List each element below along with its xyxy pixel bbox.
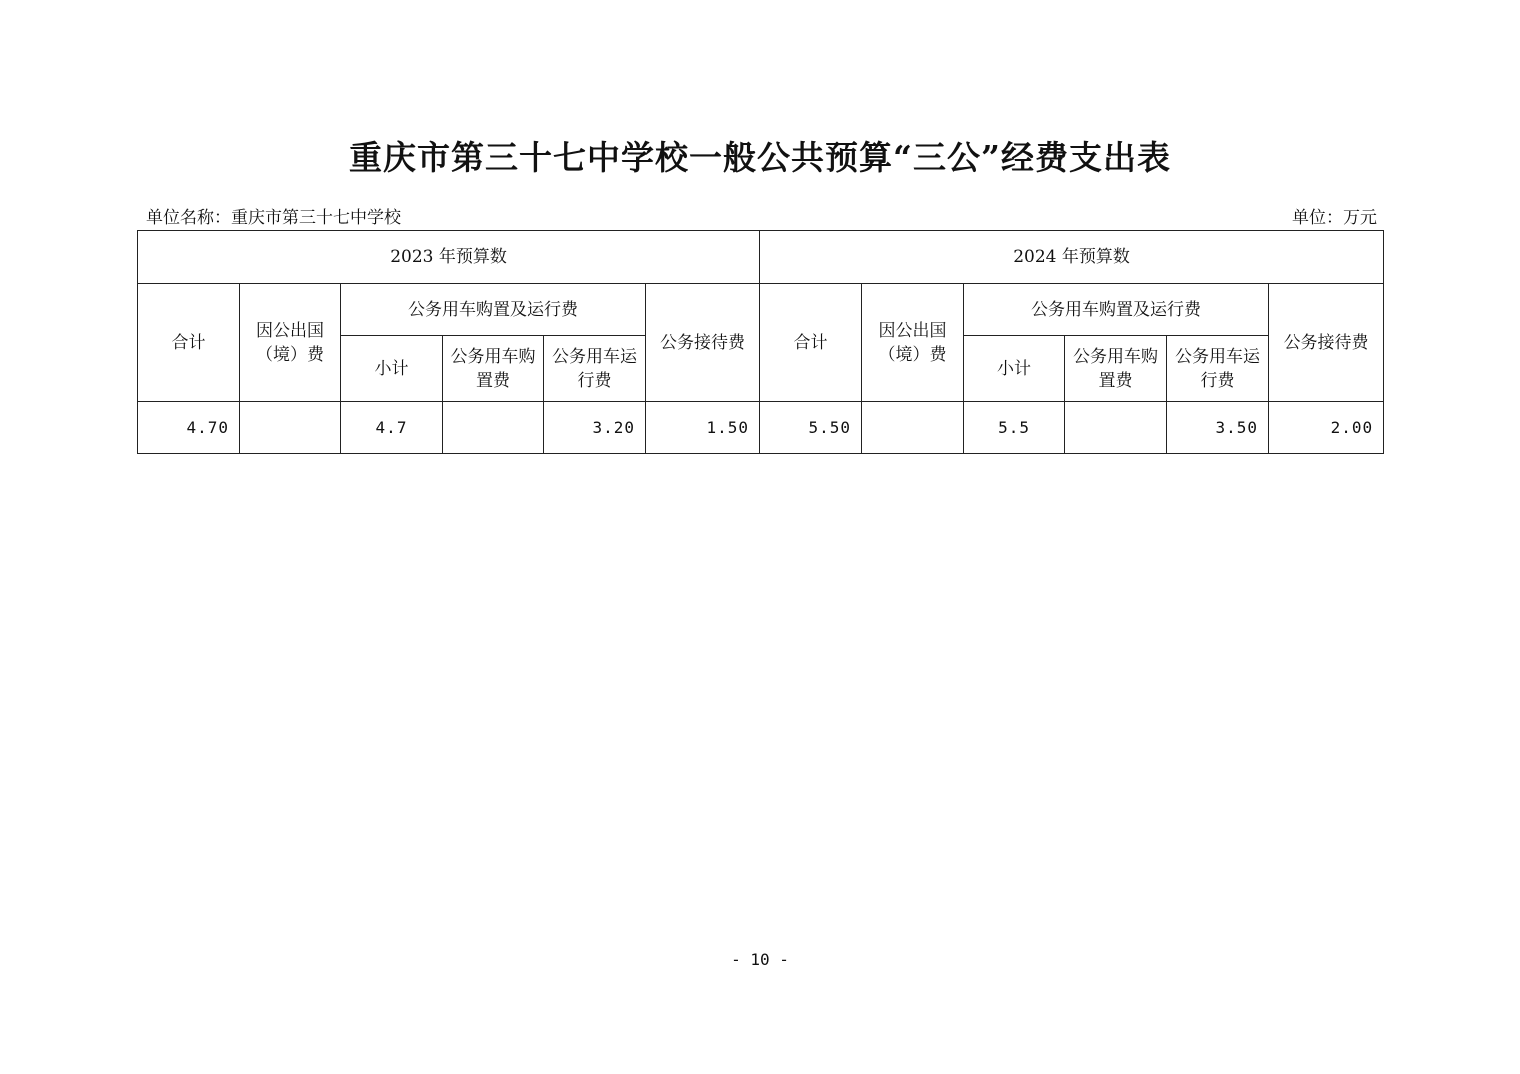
cell-subtotal-2023: 4.7 xyxy=(341,402,443,454)
budget-table xyxy=(137,230,1384,454)
cell-reception-2024: 2.00 xyxy=(1269,402,1384,454)
year-header-2023: 2023 年预算数 xyxy=(138,231,760,284)
header-vehicle-group-2023: 公务用车购置及运行费 xyxy=(341,284,646,336)
header-vehicle-purchase-2023: 公务用车购置费 xyxy=(443,336,544,402)
cell-total-2024: 5.50 xyxy=(760,402,862,454)
page-number: - 10 - xyxy=(731,950,789,969)
header-total-2024: 合计 xyxy=(760,284,862,402)
header-reception-2023: 公务接待费 xyxy=(646,284,760,402)
cell-vehicle-purchase-2023 xyxy=(443,402,544,454)
year-header-row xyxy=(138,231,1384,284)
header-vehicle-operation-2023: 公务用车运行费 xyxy=(544,336,646,402)
header-abroad-2024: 因公出国（境）费 xyxy=(862,284,964,402)
cell-abroad-2024 xyxy=(862,402,964,454)
unit-name-label: 单位名称：重庆市第三十七中学校 xyxy=(146,208,401,228)
cell-vehicle-operation-2023: 3.20 xyxy=(544,402,646,454)
cell-subtotal-2024: 5.5 xyxy=(964,402,1065,454)
table-row xyxy=(138,402,1384,454)
header-vehicle-purchase-2024: 公务用车购置费 xyxy=(1065,336,1167,402)
header-abroad-2023: 因公出国（境）费 xyxy=(240,284,341,402)
year-header-2024: 2024 年预算数 xyxy=(760,231,1384,284)
cell-total-2023: 4.70 xyxy=(138,402,240,454)
cell-reception-2023: 1.50 xyxy=(646,402,760,454)
header-subtotal-2023: 小计 xyxy=(341,336,443,402)
document-title: 重庆市第三十七中学校一般公共预算“三公”经费支出表 xyxy=(349,138,1171,177)
cell-vehicle-operation-2024: 3.50 xyxy=(1167,402,1269,454)
header-total-2023: 合计 xyxy=(138,284,240,402)
cell-vehicle-purchase-2024 xyxy=(1065,402,1167,454)
header-vehicle-group-2024: 公务用车购置及运行费 xyxy=(964,284,1269,336)
cell-abroad-2023 xyxy=(240,402,341,454)
column-header-row xyxy=(138,284,1384,336)
unit-label: 单位：万元 xyxy=(1292,208,1377,228)
header-vehicle-operation-2024: 公务用车运行费 xyxy=(1167,336,1269,402)
header-subtotal-2024: 小计 xyxy=(964,336,1065,402)
header-reception-2024: 公务接待费 xyxy=(1269,284,1384,402)
